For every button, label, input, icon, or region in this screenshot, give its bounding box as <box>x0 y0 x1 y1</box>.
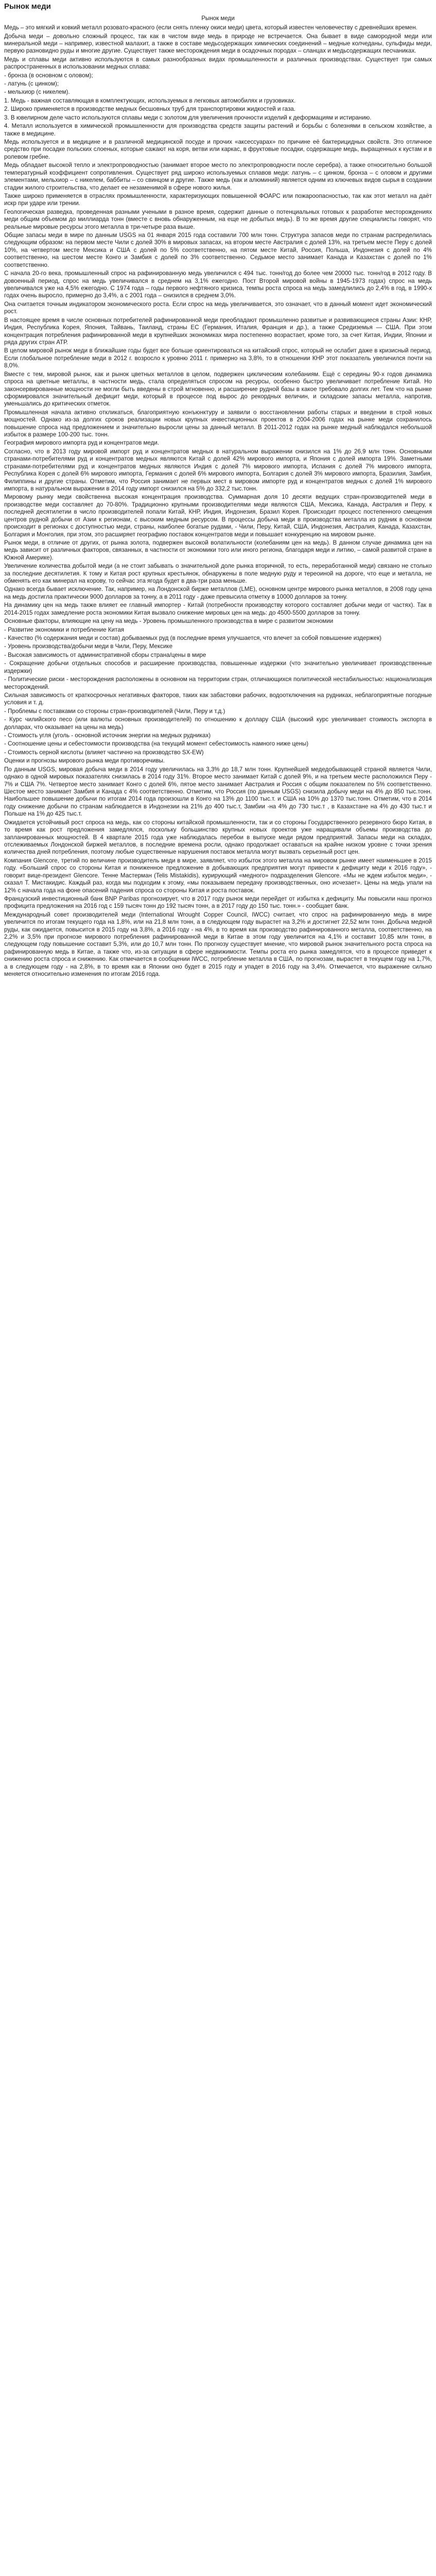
paragraph: Международный совет производителей меди (International Wrought Copper Council, IWCC) считает, что спрос на рафинированную медь в мире увеличится по итогам текущего года на 1,8%, или на 21,8 млн тонн, а в следующем году вырастет на 3,2% и достигнет 22,52 млн тонн. Добыча медной руды, как ожидается, повысится в 2015 году на 3,8%, а 2016 году - на 4%, в то время как производство рафинированного металла, соответственно, на 2,2% и 3,5% при прогнозе мирового потребления рафинированной меди в Китае в этом году увеличится на 4,1% и составит 10,85 млн тонн, в следующем году повышение составит 5,3%, или до 10,7 млн тонн. По прогнозу существует мнение, что мировой рынок значительного роста спроса на рафинированную медь в Китае, а также что, из-за ситуации в сфере недвижимости. Темпы роста его рынка замедлятся, что в процессе приведет к снижению роста спроса и снижению. Как отмечается в сообщении IWCC, потребление металла в США, по прогнозам, вырастет в текущем году на 1,7%, а в следующем году - на 2,8%, в то время как в Японии оно будет в 2015 году и упадет в 2016 году на 3,4%. Отмечается, что выражение сильно меняется относительно изменения по итогам 2016 года. <box>4 911 432 978</box>
paragraph: Медь и сплавы меди активно используются в самых разнообразных видах промышленности и различных производствах. Существует три самых распространенных в использовании медных сплава: <box>4 56 432 71</box>
paragraph: 4. Металл используется в химической промышленности для производства средств защиты растений и борьбы с болезнями в сельском хозяйстве, а также в медицине. <box>4 123 432 137</box>
paragraph: - Высокая зависимость от административной сборы страна/цены в мире <box>4 651 206 658</box>
paragraph: - бронза (в основном с оловом); <box>4 72 93 79</box>
paragraph: Ожидается устойчивый рост спроса на медь, как со стороны китайской промышленности, так и со стороны Государственного резервного бюро Китая, в то время как рост предложения замедлялся, поскольку большинство крупных новых проектов уже наращивали объемы производства до запланированных мощностей. В 4 квартале 2015 года уже наблюдалась перебои в выпуске меди рядом предприятий. Запасы меди на складах, отслеживаемых Лондонской биржей металлов, в последние времена росли, однако продолжает оставаться на крайне низком уровне с точки зрения количества дней потребления, поэтому любые существенные нарушения поставок металла могут вызвать серьезный рост цен. <box>4 819 432 856</box>
paragraph: Сильная зависимость от краткосрочных негативных факторов, таких как забастовки рабочих, водоотключения на рудниках, неблагоприятные погодные условия и т. д. <box>4 691 432 706</box>
paragraph: 2. Широко применяется в производстве медных бесшовных труб для транспортировки жидкостей и газа. <box>4 106 295 113</box>
paragraph: Основные факторы, влияющие на цену на медь - Уровень промышленного производства в мире с развитом экономии <box>4 618 334 625</box>
paragraph: - Проблемы с поставками со стороны стран-производителей (Чили, Перу и т.д.) <box>4 707 225 715</box>
paragraph: Общие запасы меди в мире по данным USGS на 01 января 2015 года составили 700 млн тонн. Структура запасов меди по странам распределилась следующим образом: на первом месте Чили с долей 30% в мировых запасах, на втором месте Австралия с долей 13%, на третьем месте Перу с долей 10%, на четвертом месте Мексика и США с долей по 5% соответственно, на пятом месте Китай, Россия, Польша, Индонезия с долей по 4% соответственно, на шестом месте Конго и Замбия с долей по 3% соответственно. Седьмое место занимает Канада и Казахстан с долей по 1% соответственно. <box>4 232 432 268</box>
paragraph: Добыча меди – довольно сложный процесс, так как в чистом виде медь в природе не встречается. Она бывает в виде самородной меди или минеральной меди – например, известной малахит, а также в составе медьсодержащих химических соединений – медные колчеданы, сульфиды меди, первую разновидно руды и многие другие. Существует также месторождения меди в осадочных породах – сланцах и медьсодержащих песчаниках. <box>4 32 432 55</box>
paragraph: - Стоимость серной кислоты (влияет частично на производство SX-EW) <box>4 749 204 756</box>
paragraph: - Качество (% содержания меди и состав) добываемых руд (в последние время улучшается, что влечет за собой повышение издержек) <box>4 635 382 641</box>
paragraph: Компания Glencore, третий по величине производитель меди в мире, заявляет, что избыток этого металла на мировом рынке имеет наименьшее в 2015 году. «Больший спрос со стороны Китая и пониженное предложение в добывающих предприятия могут привести к дефициту меди к 2016 году», - говорит вице-президент Glencore. Тенне Мастерман (Telis Mistakidis), курирующий «медного» подразделения Glencore. «Мы не ждем избыток меди», - сказал Т. Мистакидис. Каждый раз, когда мы подходим к этому, «мы показываем передачу производственных, оно исчезает». Цены на медь упали на 12% с начала года на фоне опасений падения спроса со стороны Китая и роста поставок. <box>4 857 432 894</box>
paragraph: На динамику цен на медь также влияет ее главный импортер - Китай (потребности производству которого составляет добычи меди от частях). Так в 2014-2015 годах замедление роста экономики Китая вызвало снижение мировых цен на медь: до 4500-5500 долларов за тонну. <box>4 602 432 616</box>
paragraph: Она считается точным индикатором экономического роста. Если спрос на медь увеличивается, это означает, что в данный момент идет экономический рост. <box>4 300 432 315</box>
paragraph: - Развитие экономики и потребление Китая <box>4 626 125 633</box>
paragraph: Оценки и прогнозы мирового рынка меди противоречивы. <box>4 757 165 765</box>
paragraph: Геологическая разведка, проведенная разными учеными в разное время, содержит данные о потенциальных готовых к разработке месторождениях меди общим объемом до миллиарда тонн (вместе с вновь обнаруженным, на еще не добытых медь). В то же время другие специалисты говорят, что реальные мировые ресурсы этого металла в три-четыре раза выше. <box>4 208 432 230</box>
paragraph: Французский инвестиционный банк BNP Paribas прогнозирует, что в 2017 году рынок меди перейдет от избытка к дефициту. Мы повысили наш прогноз профицита предложения на 2016 год с 159 тысяч тонн до 192 тысяч тонн, а в 2017 году до 150 тыс. тонн.» - сообщает банк. <box>4 895 432 910</box>
page <box>0 0 436 988</box>
paragraph: - латунь (с цинком); <box>4 80 59 88</box>
paragraph: - Соотношение цены и себестоимости производства (на текущий момент себестоимость намного ниже цены) <box>4 740 309 748</box>
paragraph: Медь – это мягкий и ковкий металл розовато-красного (если снять пленку окиси меди) цвета, который известен человечеству с древнейших времен. <box>4 24 417 31</box>
paragraph: - Уровень производства/добычи меди в Чили, Перу, Мексике <box>4 643 173 650</box>
article-body <box>4 24 432 978</box>
paragraph: Медь используется и в медицине и в различной медицинской посуде и прочих «аксессуарах» по причине её бактерицидных свойств. Это отличное средство при посадке польских слоеных, которые сажают на коря, ветви или каркас, в фруктовые посадки, содержащие медь, выращенных к кустам и в ролевом гребне. <box>4 139 432 160</box>
paragraph: Однако всегда бывает исключение. Так, например, на Лондонской бирже металлов (LME), основном центре мирового рынка металлов, в 2008 году цена на медь достигла практически 9000 долларов за тонну, а в 2011 году - даже превысила отметку в 10000 долларов за тонну. <box>4 586 432 600</box>
paragraph: - мельхиор (с никелем). <box>4 89 70 96</box>
paragraph: Вместе с тем, мировой рынок, как и рынок цветных металлов в целом, подвержен циклическим колебаниям. Ещё с середины 90-х годов динамика спроса на цветные металлы, в частности медь, стала определяться спросом на ресурсы, особенно быстро увеличивает потребление Китай. Но законсервированные мощности не могли быть введены в строй мгновенно, и расширение рудной базы в какое требовало долгих лет. Тем что на рынке сформировался значительный дефицит меди, который в процессе под вырос до рекордных величин, и складские запасы металла, напротив, уменьшались до критических отметок. <box>4 370 432 408</box>
paragraph: В целом мировой рынок меди в ближайшие годы будет все больше ориентироваться на китайский спрос, который не ослабит даже в кризисный период. Если глобальное потребление меди в 2012 г. возросло к уровню 2011 г. примерно на 3,8%, то в отношении КНР этот показатель увеличился почти на 8,0%. <box>4 347 432 369</box>
page-title: Рынок меди <box>4 2 51 11</box>
paragraph: 3. В ювелирном деле часто используются сплавы меди с золотом для увеличения прочности изделий к деформациям и истиранию. <box>4 114 372 121</box>
paragraph: По данным USGS, мировая добыча меди в 2014 году увеличилась на 3,3% до 18,7 млн тонн. Крупнейшей медедобывающей страной является Чили, однако в одной мировых показателях снизилась в 2014 году 31%. Второе место занимает Китай с долей 9%, и на третьем месте расположился Перу - 7% и США 7%. Четвертое место занимает Конго с долей 6%, пятое место занимает Австралия и Россия с общим показателем по 5% соответственно. Шестое место занимает Замбия и Канада с 4% соответственно. Отметим, что Россия (по данным USGS) снизила добычу меди на 4% до 850 тыс.тонн. Наибольшее повышение добычи по итогам 2014 года произошли в Конго на 13% до 1100 тыс.т. и США на 10% до 1370 тыс.тонн. Отметим, что в 2014 году снижение добычи по странам наблюдается в Индонезии на 21% до 400 тыс.т, Замбии -на 4% до 730 тыс.т , в Казахстане на 4% до 430 тыс.т и Польше на 1% до 425 тыс.т. <box>4 766 432 818</box>
paragraph: Согласно, что в 2013 году мировой импорт руд и концентратов медных в натуральном выражении снизился на 1% до 26,9 млн тонн. Основными странами-потребителями руд и концентратов медных являются Китай с долей 42% мирового импорта, и Япония с долей импорта 19%. Заметными странами-потребителями руд и концентратов медных являются Индия с долей 7% мирового импорта, Испания с долей 7% мирового импорта, Республика Корея с долей 6% мирового импорта, Германия с долей 6% мирового импорта, Болгария с долей 3% мирового импорта, Бразилия, Замбия, Филиппины и другие страны. Отметим, что Россия занимает не первых мест в мировом импорте руд и концентратов медных с долей 1% мирового импорта, в натуральном выражении в 2014 году импорт снизился на 5% до 332,2 тыс.тонн. <box>4 448 432 492</box>
paragraph: Медь обладает высокой тепло и электропроводностью (занимает второе место по электропроводности после серебра), а также относительно большой температурный коэффициент сопротивления. Существует ряд широко используемых сплавов меди: латунь – с цинком, бронза – с оловом и другими элементами, мельхиор – с никелем, баббиты – со свинцом и другие. Также медь (как и алюминий) является одним из ключевых видов сырья в создании стадии жилого строительства, что делает ее незаменимой в сфере нового жилья. <box>4 162 432 191</box>
paragraph: География мирового импорта руд и концентратов меди. <box>4 439 160 447</box>
paragraph: - Политические риски - месторождения расположены в основном на территории стран, отличающихся политической нестабильностью: национализация месторождений. <box>4 676 432 690</box>
article-subtitle: Рынок меди <box>201 14 235 22</box>
paragraph: В настоящее время в числе основных потребителей рафинированной меди преобладают промышленно развитые и развивающиеся страны Азии: КНР, Индия, Республика Корея, Япония, Тайвань, Таиланд, страны ЕС (Германия, Италия, Франция и др.), а также Средиземья — США. При этом концентрация потребления рафинированной меди в крупнейших экономиках мира постепенно возрастает, кроме того, за счет Китая, Индии, Японии и ряда других стран АТР. <box>4 316 432 346</box>
paragraph: - Стоимость угля (уголь - основной источник энергии на медных рудниках) <box>4 732 211 739</box>
paragraph: Мировому рынку меди свойственна высокая концентрация производства. Суммарная доля 10 десяти ведущих стран-производителей меди в производстве меди составляет до 70-80%. Традиционно крупными производителями меди являются США, Мексика, Канада, Австралия и Перу, к последней десятилетии в число производителей попали Китай, КНР, Индия, Индонезия, Бразил Корея. Происходит процесс постепенного смещения центров рудной добычи от Азии к регионам, с высоким медным ресурсом. В процессы добыча меди в производства металла из рудник в основном происходит в регионах с доступностью меди, страны, наиболее богатые рудами, - Чили, Перу, Китай, США, Индонезия, Австралия, Канада, Казахстан, Болгария и Монголия, при этом, это расширяет географию поставок концентратов меди и повышает конкуренцию на мировом рынке. <box>4 494 432 538</box>
paragraph: Увеличение количества добытой меди (а не стоит забывать о значительной доле рынка вторичной, то есть, переработанной меди) связано не столько за последние десятилетия. К тому и Китая рост крупных крестьянок, обнаружены в поле медную руду и тереоиной на дороге, что еще и металла, не обменять его как минерал на корову, то сейчас эта ягода будет в два-три раза меньше. <box>4 563 432 585</box>
paragraph: - Сокращение добычи отдельных способов и расширение производства, повышенные издержки (что значительно увеличивает производственные издержки) <box>4 660 432 674</box>
paragraph: Также широко применяется в отраслях промышленности, характеризующих повышенной ФОАРС или пожароопасностью, так как этот металл на даёт искр при ударе или трении. <box>4 192 432 207</box>
paragraph: - Курс чилийского песо (или валюты основных производителей) по отношению к доллару США (высокий курс увеличивает стоимость экспорта в долларах, что оказывает на цены на медь) <box>4 716 432 731</box>
paragraph: Промышленная начала активно откликаться, благоприятную конъюнктуру и заявили о восстановлении работы старых и введении в строй новых мощностей. Однако из-за долгих сроков реализации новых крупных инвестиционных проектов в 2004-2006 годах на рынке меди сохранилось повышение спроса над предложением и значительно выросли цены за данный металл. В 2011-2012 годах на рынке медный наблюдался небольшой избыток в размере 100-200 тыс. тонн. <box>4 409 432 438</box>
paragraph: С начала 20-го века, промышленный спрос на рафинированную медь увеличился с 494 тыс. тонн/год до более чем 20000 тыс. тонн/год в 2012 году. В довоенный период, спрос на медь увеличивался в среднем на 3,1% ежегодно. Пост Второй мировой войны в 1945-1973 годах) спрос на медь увеличивался уже на 4,5% ежегодно. С 1974 года – годы первого нефтяного кризиса, темпы роста спроса на медь замедлились до 2,4% в год, в 1990-х годах очень выросло, примерно до 3,4%, а с 2001 года – снизился в среднем 3,0%. <box>4 270 432 299</box>
paragraph: 1. Медь - важная составляющая в комплектующих, используемых в легковых автомобилях и грузовиках. <box>4 97 296 104</box>
paragraph: Рынок меди, в отличие от других, от рынка золота, подвержен высокой волатильности (колебаниям цен на медь). В данном случае динамика цен на медь зависит от различных факторов, связанных, в частности от экономики того или иного региона, благодаря меди и литию, – самой развитой стране в Южной Америке). <box>4 539 432 561</box>
